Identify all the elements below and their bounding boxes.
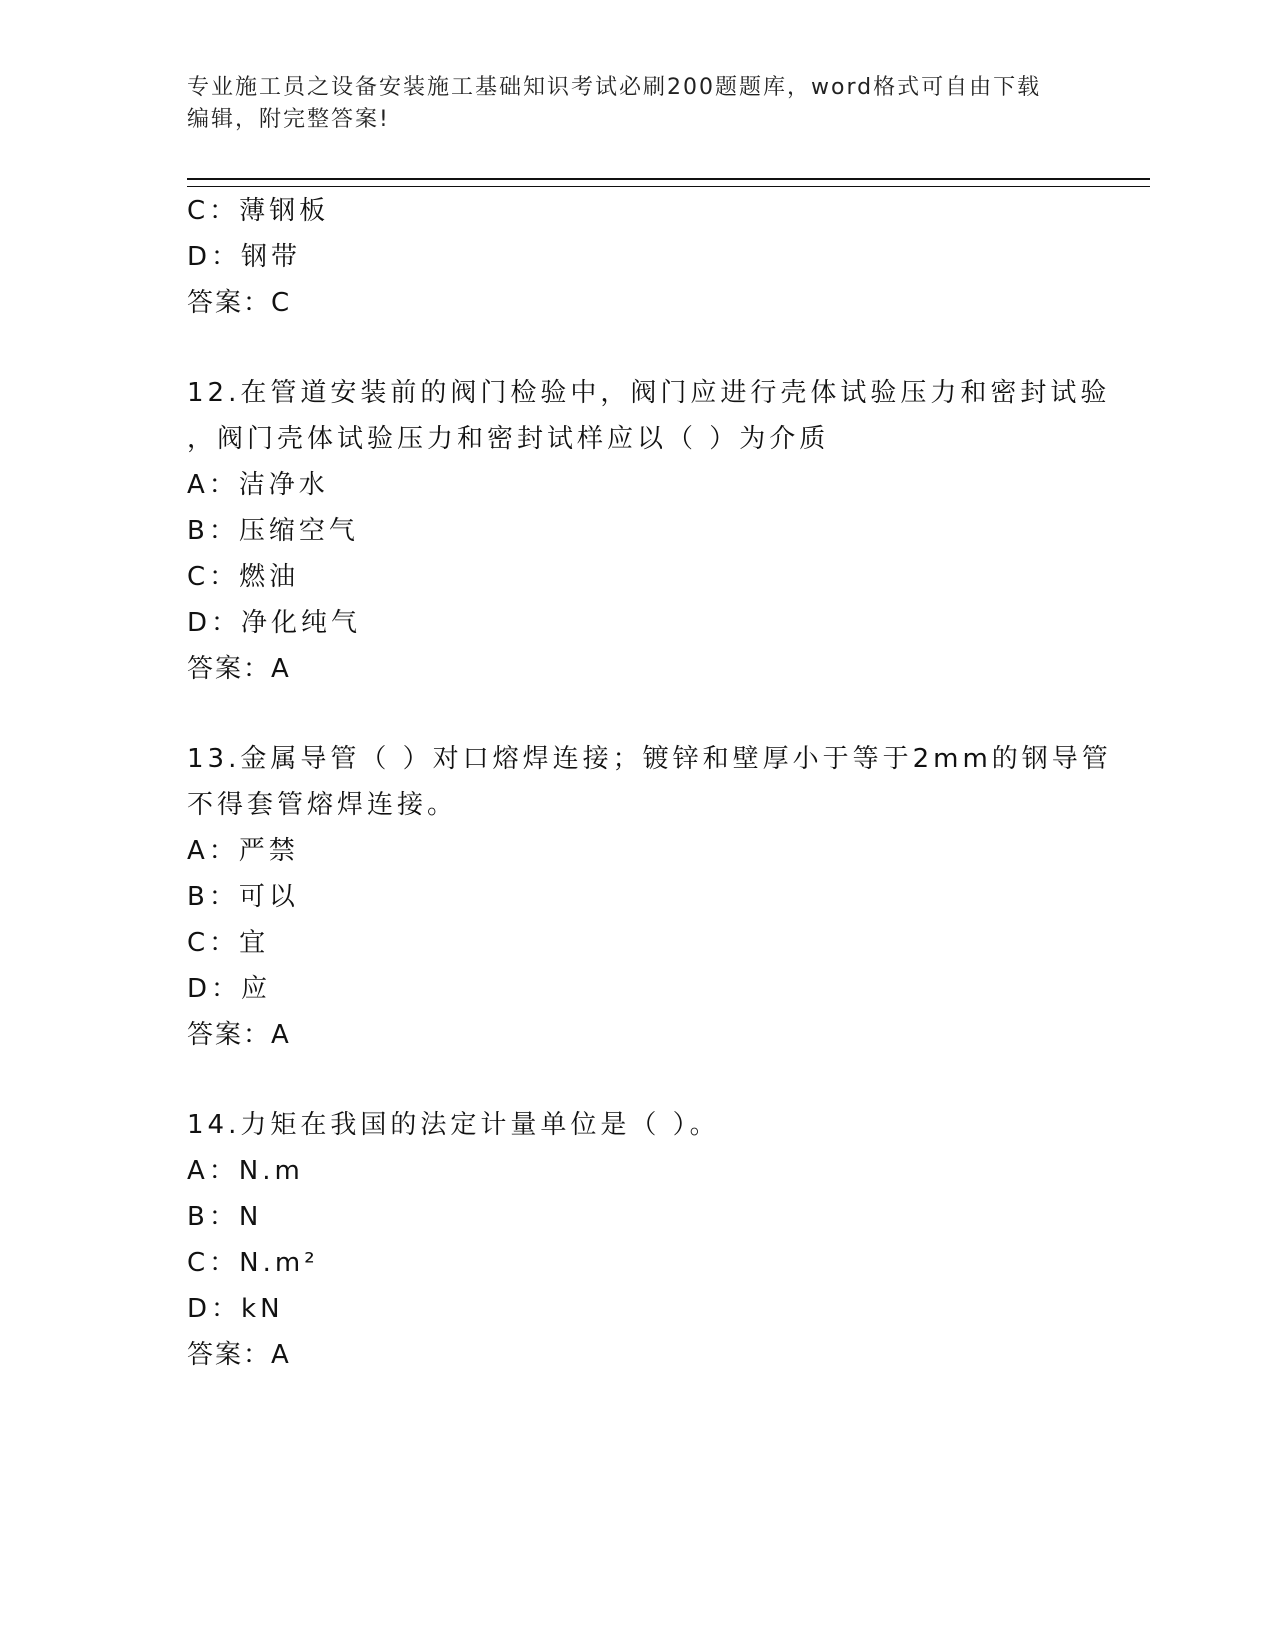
option-a: A：严禁 [187, 836, 299, 866]
document-header [187, 72, 1087, 136]
question-text-line-1: 12.在管道安装前的阀门检验中，阀门应进行壳体试验压力和密封试验 [187, 378, 1111, 408]
option-d: D：钢带 [187, 242, 302, 272]
option-b: B：压缩空气 [187, 516, 359, 546]
header-line-2: 编辑，附完整答案! [187, 107, 390, 132]
previous-question-tail [187, 188, 1087, 326]
question-12 [187, 370, 1111, 692]
question-text-line-2: ，阀门壳体试验压力和密封试样应以（ ）为介质 [187, 424, 830, 454]
question-list [187, 188, 1112, 1378]
option-c: C：N.m² [187, 1248, 319, 1278]
question-14 [187, 1102, 1087, 1378]
answer: 答案：C [187, 288, 292, 318]
option-c: C：薄钢板 [187, 196, 330, 226]
option-d: D：净化纯气 [187, 608, 362, 638]
answer: 答案：A [187, 1340, 291, 1370]
option-a: A：N.m [187, 1156, 304, 1186]
header-line-1: 专业施工员之设备安装施工基础知识考试必刷200题题库，word格式可自由下载 [187, 75, 1042, 100]
header-divider [187, 178, 1150, 187]
option-d: D：应 [187, 974, 272, 1004]
answer: 答案：A [187, 654, 291, 684]
option-c: C：宜 [187, 928, 270, 958]
option-c: C：燃油 [187, 562, 300, 592]
question-text-line-1: 13.金属导管（ ）对口熔焊连接；镀锌和壁厚小于等于2mm的钢导管 [187, 744, 1112, 774]
question-text-line-2: 不得套管熔焊连接。 [187, 790, 458, 820]
option-b: B：N [187, 1202, 263, 1232]
option-b: B：可以 [187, 882, 299, 912]
option-a: A：洁净水 [187, 470, 329, 500]
answer: 答案：A [187, 1020, 291, 1050]
question-text-line-1: 14.力矩在我国的法定计量单位是（ ）。 [187, 1110, 720, 1140]
option-d: D：kN [187, 1294, 284, 1324]
question-13 [187, 736, 1112, 1058]
